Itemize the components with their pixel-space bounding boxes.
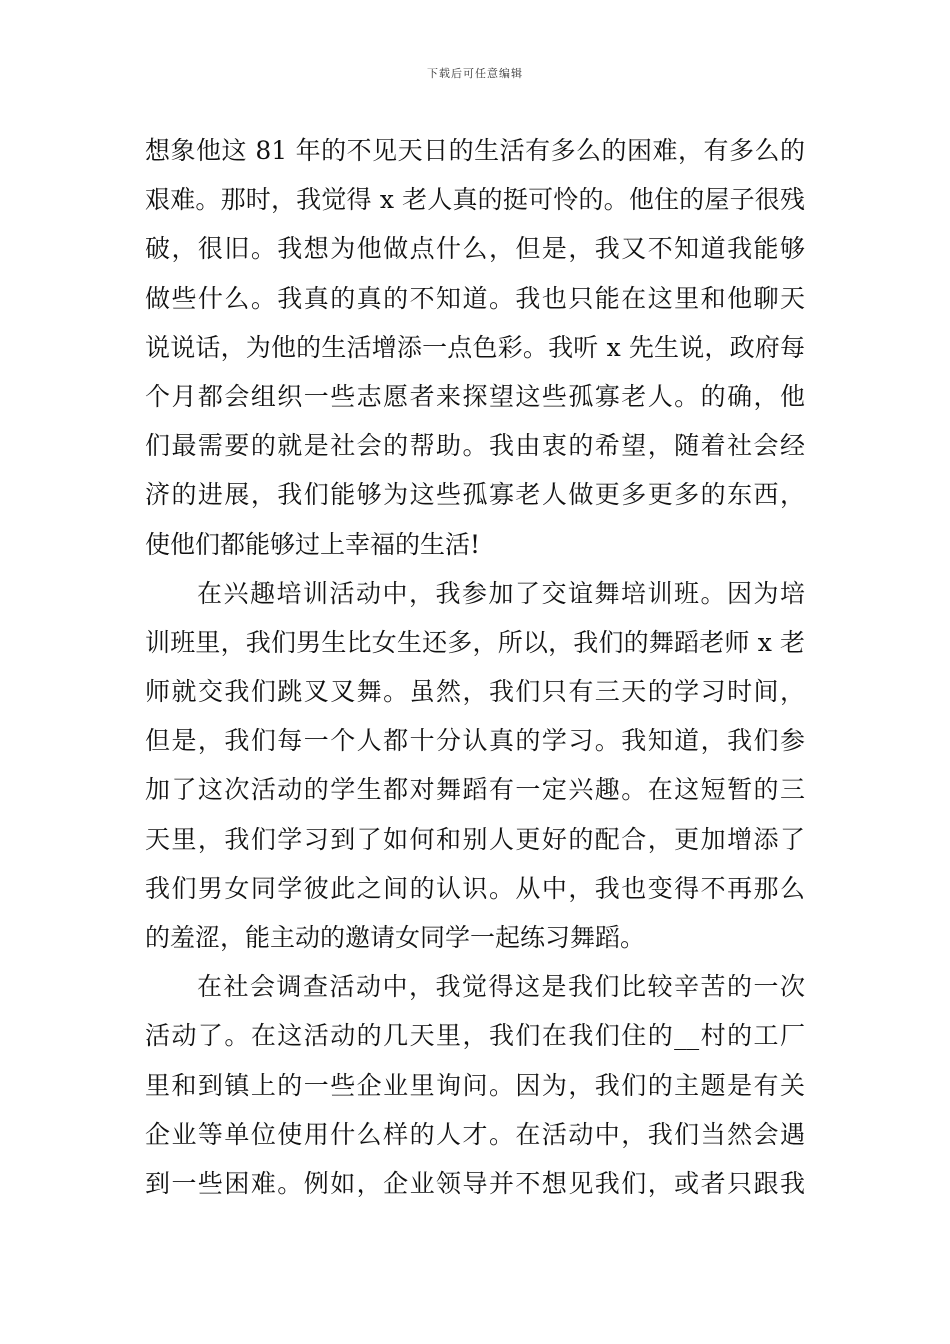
- text-line: 企业等单位使用什么样的人才。在活动中，我们当然会遇: [145, 1119, 805, 1149]
- text-line: 活动了。在这活动的几天里，我们在我们住的__村的工厂: [145, 1021, 805, 1051]
- text-line: 加了这次活动的学生都对舞蹈有一定兴趣。在这短暂的三: [145, 775, 805, 805]
- text-line: 破，很旧。我想为他做点什么，但是，我又不知道我能够: [145, 234, 805, 264]
- text-line: 里和到镇上的一些企业里询问。因为，我们的主题是有关: [145, 1070, 805, 1100]
- text-line: 济的进展，我们能够为这些孤寡老人做更多更多的东西，: [145, 480, 805, 510]
- text-line: 训班里，我们男生比女生还多，所以，我们的舞蹈老师 x 老: [145, 627, 805, 657]
- text-line: 说说话，为他的生活增添一点色彩。我听 x 先生说，政府每: [145, 332, 805, 362]
- text-line: 在社会调查活动中，我觉得这是我们比较辛苦的一次: [197, 972, 805, 1002]
- text-line: 做些什么。我真的真的不知道。我也只能在这里和他聊天: [145, 283, 805, 313]
- text-line: 我们男女同学彼此之间的认识。从中，我也变得不再那么: [145, 873, 805, 903]
- text-line: 在兴趣培训活动中，我参加了交谊舞培训班。因为培: [197, 578, 805, 608]
- text-line: 天里，我们学习到了如何和别人更好的配合，更加增添了: [145, 824, 805, 854]
- text-line: 使他们都能够过上幸福的生活!: [145, 529, 481, 559]
- text-line: 想象他这 81 年的不见天日的生活有多么的困难，有多么的: [145, 136, 805, 165]
- page-header: 下载后可任意编辑: [427, 67, 523, 80]
- text-line: 艰难。那时，我觉得 x 老人真的挺可怜的。他住的屋子很残: [145, 185, 805, 215]
- document-body: [145, 126, 805, 1208]
- text-line: 个月都会组织一些志愿者来探望这些孤寡老人。的确，他: [145, 381, 805, 411]
- text-line: 但是，我们每一个人都十分认真的学习。我知道，我们参: [145, 726, 805, 756]
- text-line: 的羞涩，能主动的邀请女同学一起练习舞蹈。: [145, 923, 646, 952]
- text-line: 到一些困难。例如，企业领导并不想见我们，或者只跟我: [145, 1168, 805, 1198]
- text-line: 师就交我们跳叉叉舞。虽然，我们只有三天的学习时间，: [145, 677, 805, 707]
- text-line: 们最需要的就是社会的帮助。我由衷的希望，随着社会经: [145, 431, 805, 461]
